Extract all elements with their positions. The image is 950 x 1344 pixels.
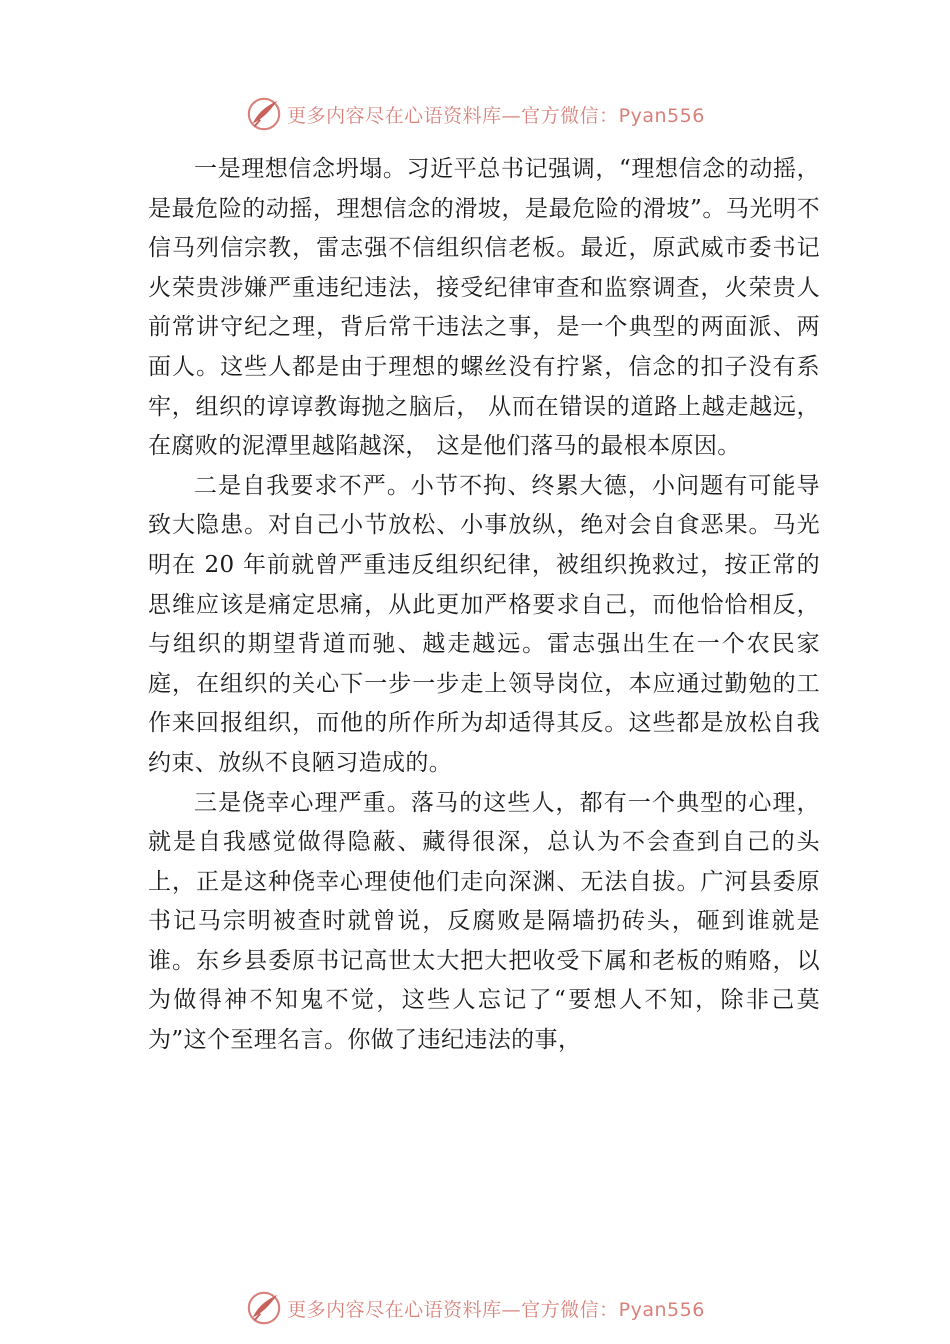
paragraph-2: 二是自我要求不严。小节不拘、终累大德，小问题有可能导致大隐患。对自己小节放松、小事放纵，绝对会自食恶果。马光明在 20 年前就曾严重违反组织纪律，被组织挽救过，按正常的思维应该是痛定思痛，从此更加严格要求自己，而他恰恰相反，与组织的期望背道而驰、越走越远。雷志强出生在一个农民家庭，在组织的关心下一步一步走上领导岗位，本应通过勤勉的工作来回报组织，而他的所作所为却适得其反。这些都是放松自我约束、放纵不良陋习造成的。 <box>148 472 820 776</box>
pen-logo-icon <box>245 95 283 133</box>
paragraph-3: 三是侥幸心理严重。落马的这些人，都有一个典型的心理，就是自我感觉做得隐蔽、藏得很深，总认为不会查到自己的头上，正是这种侥幸心理使他们走向深渊、无法自拔。广河县委原书记马宗明被查时就曾说，反腐败是隔墙扔砖头，砸到谁就是谁。东乡县委原书记高世太大把大把收受下属和老板的贿赂，以为做得神不知鬼不觉，这些人忘记了“要想人不知，除非己莫为”这个至理名言。你做了违纪违法的事， <box>148 789 820 1054</box>
paragraph-1: 一是理想信念坍塌。习近平总书记强调，“理想信念的动摇，是最危险的动摇，理想信念的滑坡，是最危险的滑坡”。马光明不信马列信宗教，雷志强不信组织信老板。最近，原武威市委书记火荣贵涉嫌严重违纪违法，接受纪律审查和监察调查，火荣贵人前常讲守纪之理，背后常干违法之事，是一个典型的两面派、两面人。这些人都是由于理想的螺丝没有拧紧，信念的扣子没有系牢，组织的谆谆教诲抛之脑后， 从而在错误的道路上越走越远，在腐败的泥潭里越陷越深， 这是他们落马的最根本原因。 <box>148 156 820 460</box>
pen-logo-icon <box>245 1289 283 1327</box>
watermark-text: 更多内容尽在心语资料库—官方微信：Pyan556 <box>287 104 705 127</box>
header-watermark <box>0 94 950 134</box>
document-body <box>148 150 820 1061</box>
watermark-text: 更多内容尽在心语资料库—官方微信：Pyan556 <box>287 1298 705 1321</box>
footer-watermark <box>0 1288 950 1328</box>
